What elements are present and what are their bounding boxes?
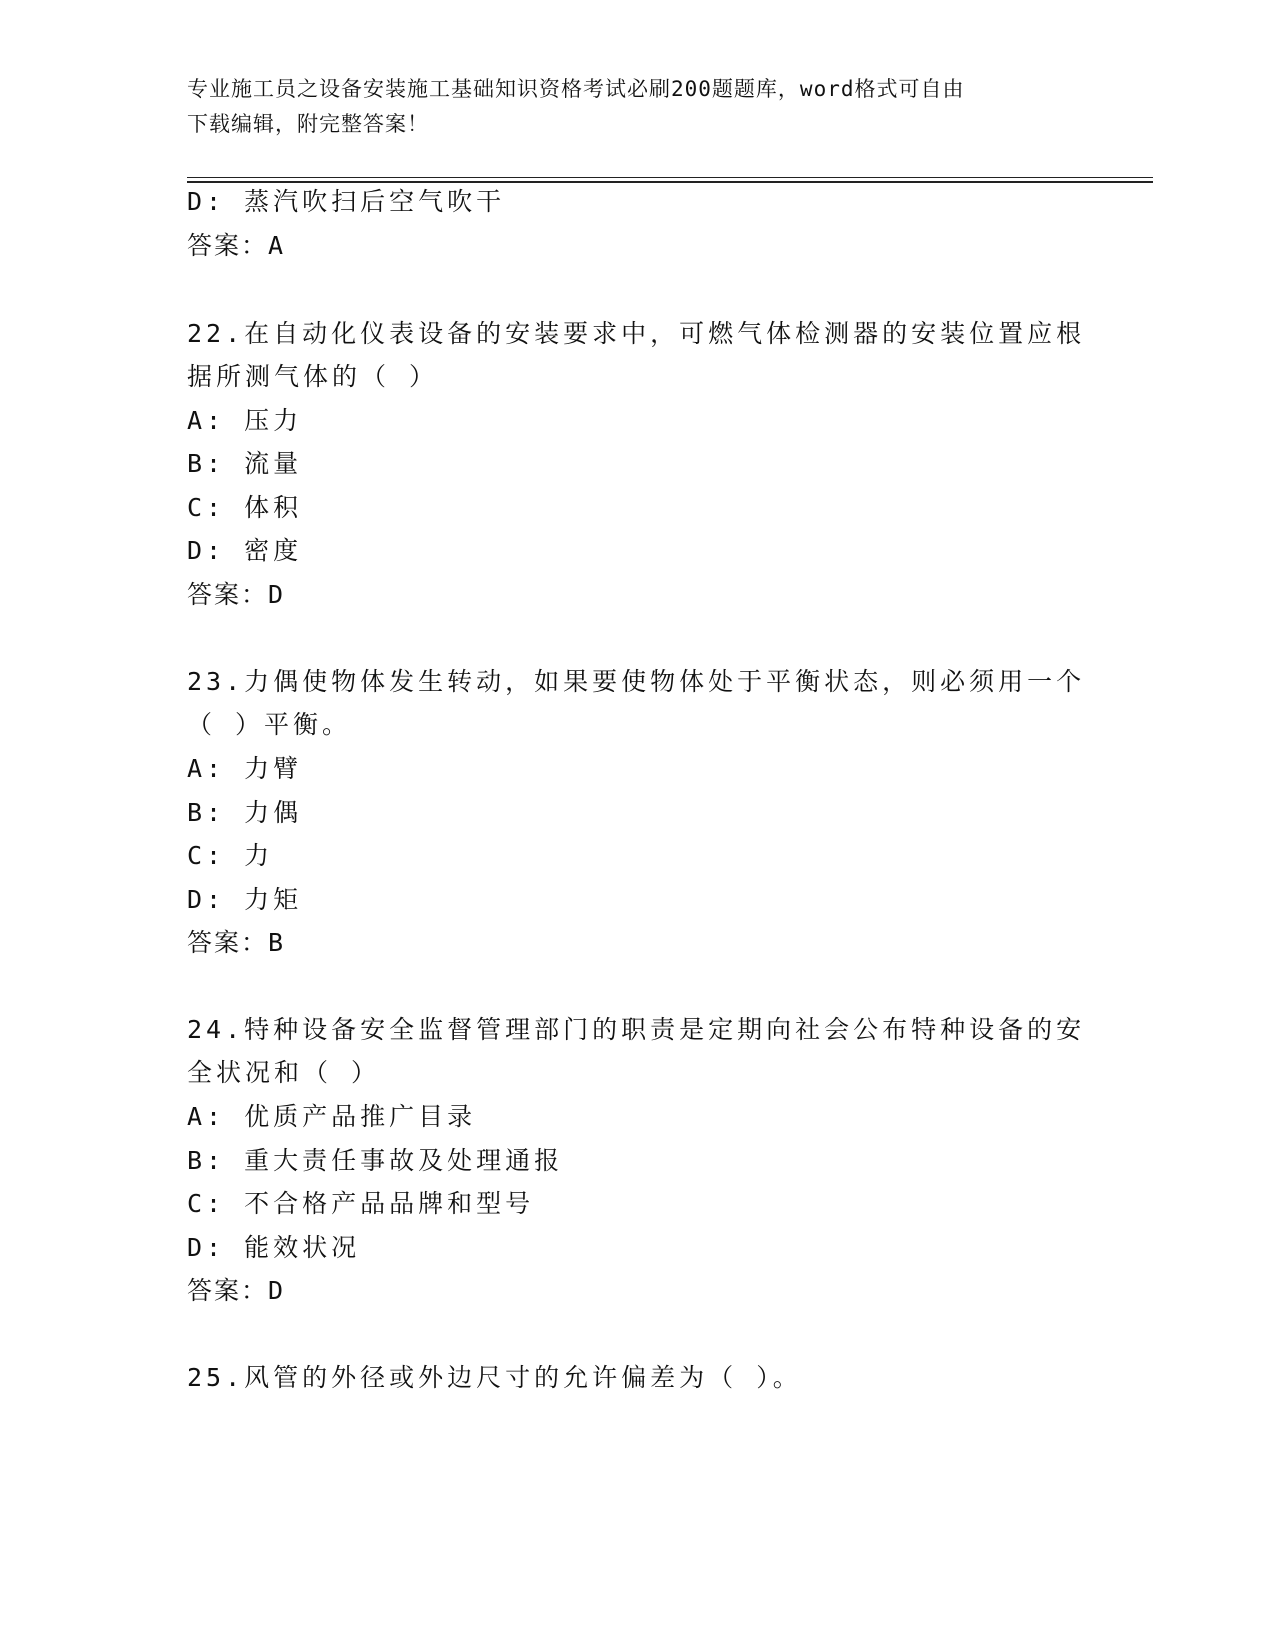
- q24-option-d: D: 能效状况: [187, 1233, 361, 1262]
- header-divider-thin: [187, 177, 1153, 178]
- q23-option-a: A: 力臂: [187, 754, 303, 783]
- q24-option-c: C: 不合格产品品牌和型号: [187, 1189, 535, 1218]
- q22-option-c: C: 体积: [187, 493, 303, 522]
- q23-answer: 答案：B: [187, 928, 286, 957]
- header-line-2: 下载编辑，附完整答案！: [187, 112, 429, 136]
- q23-option-b: B: 力偶: [187, 798, 303, 827]
- q24-answer: 答案：D: [187, 1276, 286, 1305]
- q22-option-b: B: 流量: [187, 449, 303, 478]
- q24-stem-line-1: 24.特种设备安全监督管理部门的职责是定期向社会公布特种设备的安: [187, 1015, 1086, 1044]
- q22-stem-line-1: 22.在自动化仪表设备的安装要求中，可燃气体检测器的安装位置应根: [187, 319, 1086, 348]
- q23-stem-line-1: 23.力偶使物体发生转动，如果要使物体处于平衡状态，则必须用一个: [187, 667, 1086, 696]
- q23-option-c: C: 力: [187, 841, 274, 870]
- q23-option-d: D: 力矩: [187, 885, 303, 914]
- q24-option-a: A: 优质产品推广目录: [187, 1102, 477, 1131]
- q24-option-b: B: 重大责任事故及处理通报: [187, 1146, 564, 1175]
- q23-stem-line-2: （ ）平衡。: [187, 710, 352, 739]
- document-header: [187, 72, 1067, 142]
- q22-stem-line-2: 据所测气体的（ ）: [187, 362, 439, 391]
- q22-answer: 答案：D: [187, 580, 286, 609]
- q25-stem-line-1: 25.风管的外径或外边尺寸的允许偏差为（ ）。: [187, 1363, 802, 1392]
- q22-option-d: D: 密度: [187, 536, 303, 565]
- header-divider-thick: [187, 181, 1153, 183]
- q22-option-a: A: 压力: [187, 406, 303, 435]
- q21-option-d: D: 蒸汽吹扫后空气吹干: [187, 187, 506, 216]
- q24-stem-line-2: 全状况和（ ）: [187, 1058, 381, 1087]
- header-line-1: 专业施工员之设备安装施工基础知识资格考试必刷200题题库，word格式可自由: [187, 77, 965, 101]
- q21-answer: 答案：A: [187, 231, 286, 260]
